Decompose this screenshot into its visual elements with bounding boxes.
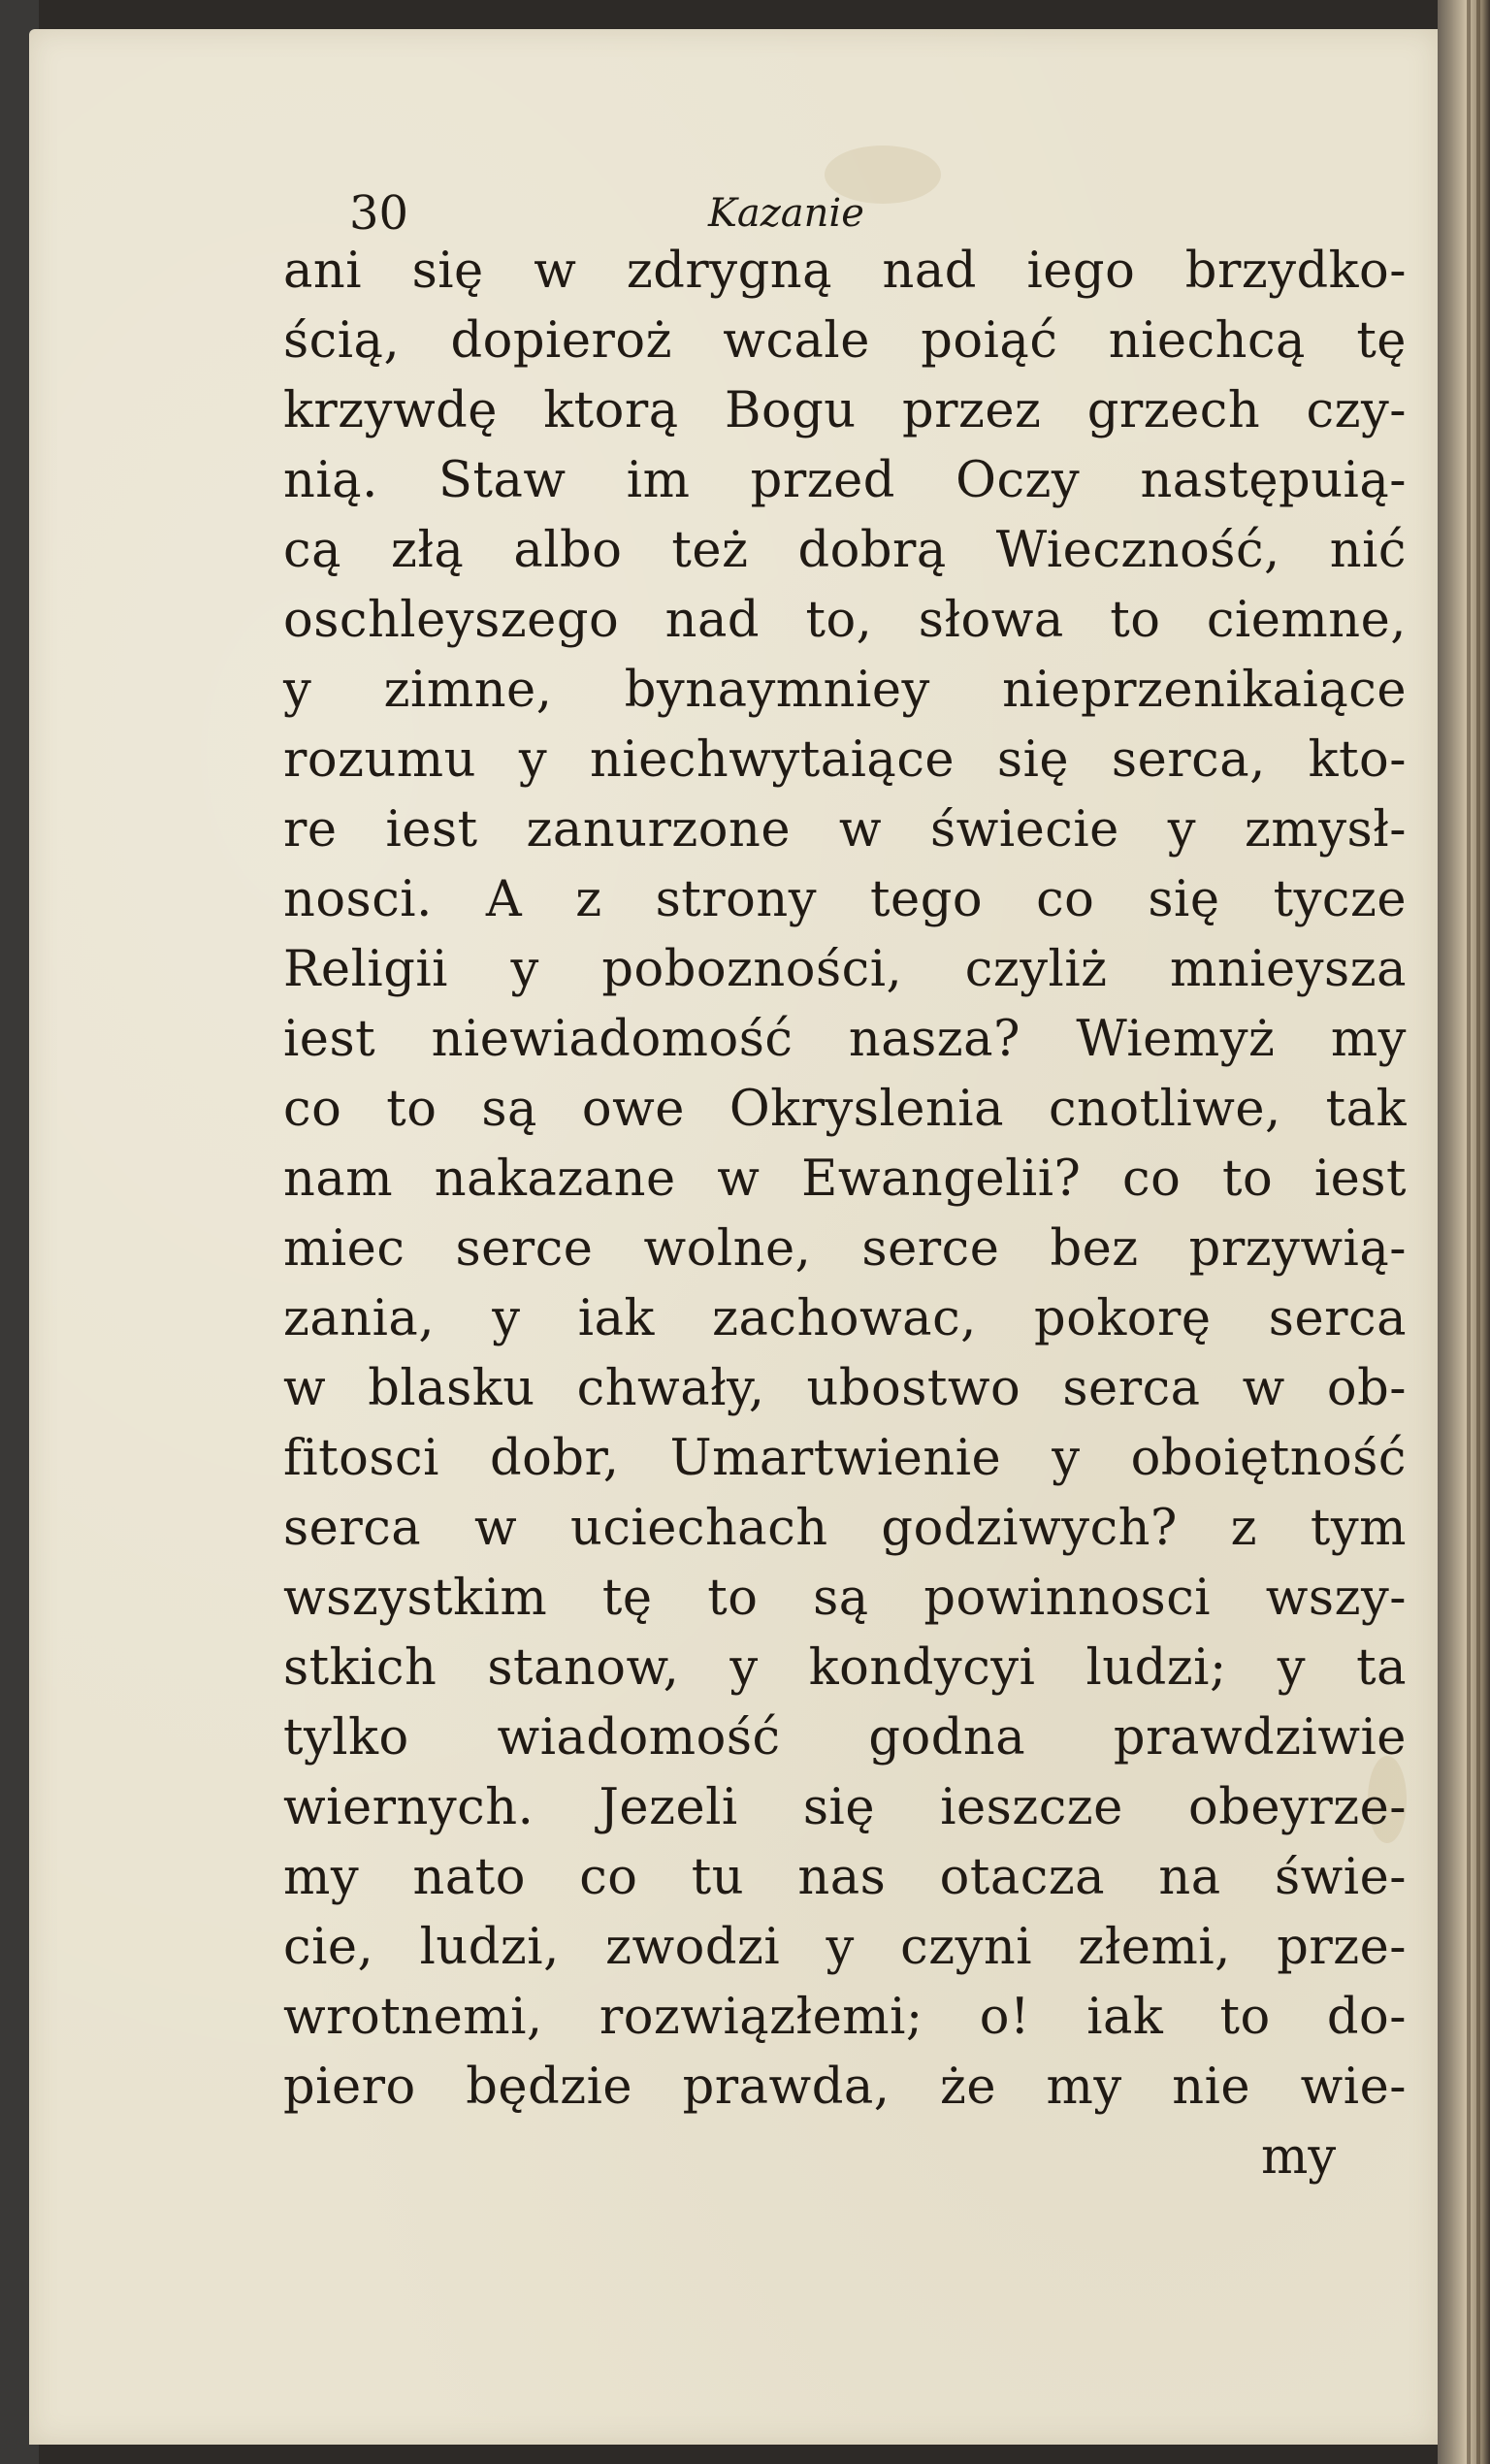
text-line: ani się w zdrygną nad iego brzydko- [283,243,1407,300]
text-line: krzywdę ktorą Bogu przez grzech czy- [283,382,1407,439]
book-page [29,29,1438,2445]
running-head [29,184,1438,243]
text-line: w blasku chwały, ubostwo serca w ob- [283,1360,1407,1417]
text-line: rozumu y niechwytaiące się serca, kto- [283,731,1407,789]
running-title: Kazanie [708,191,864,236]
text-line: cą złą albo też dobrą Wieczność, nić [283,522,1407,579]
page-number: 30 [349,186,409,241]
text-line: nią. Staw im przed Oczy następuią- [283,452,1407,509]
catchword: my [1261,2128,1337,2186]
text-line: miec serce wolne, serce bez przywią- [283,1220,1407,1278]
text-line: my nato co tu nas otacza na świe- [283,1849,1407,1906]
text-line: piero będzie prawda, że my nie wie- [283,2059,1407,2116]
text-line: wszystkim tę to są powinnosci wszy- [283,1570,1407,1627]
text-line: stkich stanow, y kondycyi ludzi; y ta [283,1639,1407,1697]
gutter-line [1467,0,1471,2464]
text-line: nosci. A z strony tego co się tycze [283,871,1407,928]
text-line: co to są owe Okryslenia cnotliwe, tak [283,1081,1407,1138]
text-line: wiernych. Jezeli się ieszcze obeyrze- [283,1779,1407,1836]
text-line: y zimne, bynaymniey nieprzenikaiące [283,662,1407,719]
text-line: Religii y pobozności, czyliż mnieysza [283,941,1407,998]
text-line: wrotnemi, rozwiązłemi; o! iak to do- [283,1989,1407,2046]
text-line: fitosci dobr, Umartwienie y oboiętność [283,1430,1407,1487]
page-gutter-edge [1438,0,1490,2464]
text-line: tylko wiadomość godna prawdziwie [283,1709,1407,1767]
text-line: nam nakazane w Ewangelii? co to iest [283,1151,1407,1208]
text-line: cie, ludzi, zwodzi y czyni złemi, prze- [283,1919,1407,1976]
text-line: re iest zanurzone w świecie y zmysł- [283,801,1407,859]
text-line: serca w uciechach godziwych? z tym [283,1500,1407,1557]
text-line: zania, y iak zachowac, pokorę serca [283,1290,1407,1347]
text-line: oschleyszego nad to, słowa to ciemne, [283,592,1407,649]
gutter-line [1476,0,1480,2464]
text-line: iest niewiadomość nasza? Wiemyż my [283,1011,1407,1068]
text-line: ścią, dopieroż wcale poiąć niechcą tę [283,312,1407,370]
